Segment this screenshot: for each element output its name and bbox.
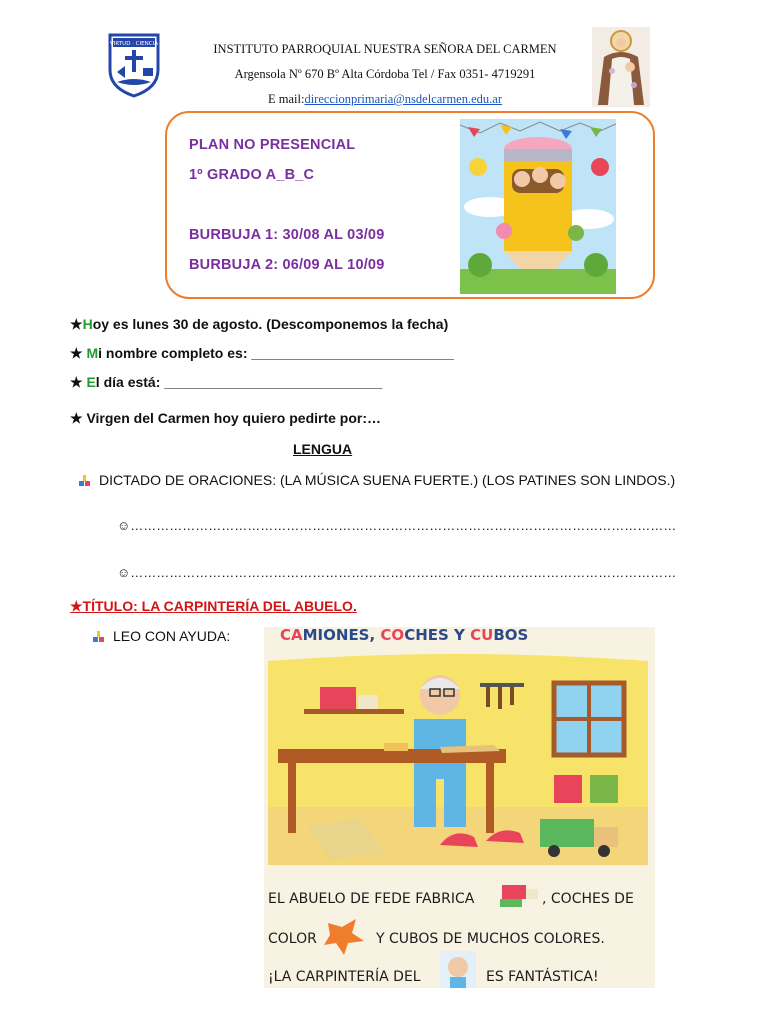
grandpa-face-icon bbox=[440, 951, 476, 988]
star-icon: ★ bbox=[70, 374, 87, 390]
date-text: oy es lunes 30 de agosto. (Descomponemos la fecha) bbox=[92, 316, 449, 332]
email-link[interactable]: direccionprimaria@nsdelcarmen.edu.ar bbox=[304, 92, 502, 106]
school-address: Argensola Nº 670 Bº Alta Córdoba Tel / Fax 0351- 4719291 bbox=[234, 67, 536, 81]
answer-line-2[interactable]: ☺……………………………………………………………………………………………………………… bbox=[117, 565, 677, 580]
reading-instruction-line bbox=[92, 628, 230, 644]
reading-title: ★TÍTULO: LA CARPINTERÍA DEL ABUELO. bbox=[70, 598, 357, 614]
plan-title: PLAN NO PRESENCIAL bbox=[189, 137, 356, 153]
first-letter-m: M bbox=[86, 345, 99, 361]
name-text: i nombre completo es: __________________________ bbox=[98, 345, 454, 361]
prayer-line: ★ Virgen del Carmen hoy quiero pedirte por:… bbox=[70, 410, 382, 426]
book-text-3a: ¡LA CARPINTERÍA DEL bbox=[268, 969, 421, 985]
weather-text: l día está: ____________________________ bbox=[95, 374, 383, 390]
star-icon: ★ bbox=[70, 316, 83, 332]
date-line bbox=[70, 316, 448, 333]
book-text-3b: ES FANTÁSTICA! bbox=[486, 969, 599, 985]
plan-bubble-1: BURBUJA 1: 30/08 AL 03/09 bbox=[189, 227, 385, 243]
book-title: CAMIONES, COCHES Y CUBOS bbox=[280, 627, 529, 644]
answer-line-1[interactable]: ☺……………………………………………………………………………………………………………… bbox=[117, 518, 677, 533]
school-shield-logo bbox=[107, 32, 161, 98]
bullet-book-icon bbox=[78, 474, 91, 487]
weather-line bbox=[70, 374, 382, 391]
first-letter-e: E bbox=[86, 374, 96, 390]
section-title-lengua: LENGUA bbox=[293, 441, 353, 457]
carpentry-illustration bbox=[264, 627, 655, 988]
school-email-line bbox=[180, 92, 590, 107]
shield-motto: VIRTUD · CIENCIA bbox=[110, 41, 158, 47]
plan-bubble-2: BURBUJA 2: 06/09 AL 10/09 bbox=[189, 257, 385, 273]
virgin-del-carmen-image bbox=[592, 27, 650, 107]
dictation-text: DICTADO DE ORACIONES: (LA MÚSICA SUENA FUERTE.) (LOS PATINES SON LINDOS.) bbox=[99, 472, 676, 488]
first-letter-h: H bbox=[82, 316, 93, 332]
bullet-book-icon bbox=[92, 630, 105, 643]
email-label: E mail: bbox=[268, 92, 305, 106]
book-text-2a: COLOR bbox=[268, 931, 317, 947]
book-text-1a: EL ABUELO DE FEDE FABRICA bbox=[268, 891, 475, 907]
dictation-line bbox=[78, 472, 675, 488]
school-name: INSTITUTO PARROQUIAL NUESTRA SEÑORA DEL CARMEN bbox=[213, 42, 557, 56]
kids-pencil-illustration bbox=[460, 119, 616, 294]
reading-instruction-text: LEO CON AYUDA: bbox=[113, 628, 231, 644]
book-text-2b: Y CUBOS DE MUCHOS COLORES. bbox=[376, 931, 605, 947]
star-icon: ★ bbox=[70, 345, 87, 361]
book-text-1b: , COCHES DE bbox=[542, 891, 634, 907]
svg-text:EL ABUELO DE FEDE FABRICA bbox=[268, 891, 475, 907]
plan-grade: 1º GRADO A_B_C bbox=[189, 167, 315, 183]
name-line bbox=[70, 345, 454, 362]
